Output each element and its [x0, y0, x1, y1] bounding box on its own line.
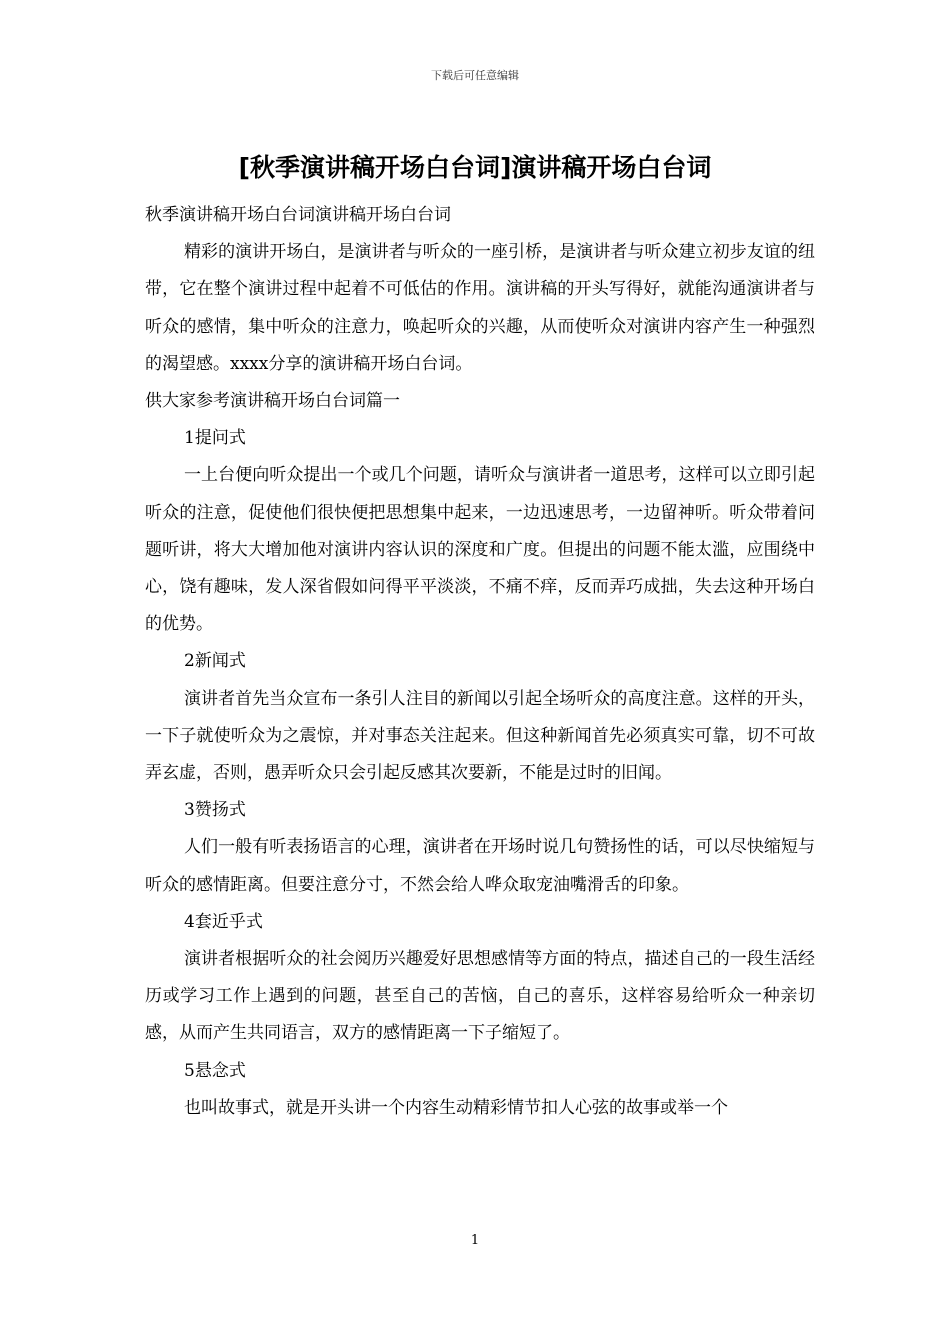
section-heading-4: 4套近乎式 — [184, 911, 263, 932]
subtitle-paragraph: 秋季演讲稿开场白台词演讲稿开场白台词 — [145, 205, 451, 225]
section-heading-3: 3赞扬式 — [184, 800, 246, 821]
intro-paragraph: 精彩的演讲开场白，是演讲者与听众的一座引桥，是演讲者与听众建立初步友谊的纽带，它在整个演讲过程中起着不可低估的作用。演讲稿的开头写得好，就能沟通演讲者与听众的感情，集中听众的注意力，唤起听众的兴趣，从而使听众对演讲内容产生一种强烈的渴望感。xxxx分享的演讲稿开场白台词。 — [145, 242, 815, 374]
document-body — [145, 197, 815, 1127]
body-paragraph-3: 人们一般有听表扬语言的心理，演讲者在开场时说几句赞扬性的话，可以尽快缩短与听众的感情距离。但要注意分寸，不然会给人哗众取宠油嘴滑舌的印象。 — [145, 837, 815, 895]
section-heading-5: 5悬念式 — [184, 1060, 246, 1081]
page-number: 1 — [470, 1233, 480, 1248]
body-paragraph-1: 一上台便向听众提出一个或几个问题，请听众与演讲者一道思考，这样可以立即引起听众的注意，促使他们很快便把思想集中起来，一边迅速思考，一边留神听。听众带着问题听讲，将大大增加他对演讲内容认识的深度和广度。但提出的问题不能太滥，应围绕中心，饶有趣味，发人深省假如问得平平淡淡，不痛不痒，反而弄巧成拙，失去这种开场白的优势。 — [145, 465, 815, 635]
section-lead-paragraph: 供大家参考演讲稿开场白台词篇一 — [145, 391, 400, 412]
body-paragraph-5: 也叫故事式，就是开头讲一个内容生动精彩情节扣人心弦的故事或举一个 — [184, 1097, 728, 1118]
body-paragraph-4: 演讲者根据听众的社会阅历兴趣爱好思想感情等方面的特点，描述自己的一段生活经历或学习工作上遇到的问题，甚至自己的苦恼，自己的喜乐，这样容易给听众一种亲切感，从而产生共同语言，双方的感情距离一下子缩短了。 — [145, 949, 815, 1044]
header-note: 下载后可任意编辑 — [431, 69, 519, 82]
section-heading-2: 2新闻式 — [184, 651, 246, 672]
document-title: [秋季演讲稿开场白台词]演讲稿开场白台词 — [238, 153, 712, 182]
section-heading-1: 1提问式 — [184, 428, 246, 449]
body-paragraph-2: 演讲者首先当众宣布一条引人注目的新闻以引起全场听众的高度注意。这样的开头，一下子就使听众为之震惊，并对事态关注起来。但这种新闻首先必须真实可靠，切不可故弄玄虚，否则，愚弄听众只会引起反感其次要新，不能是过时的旧闻。 — [145, 688, 815, 784]
